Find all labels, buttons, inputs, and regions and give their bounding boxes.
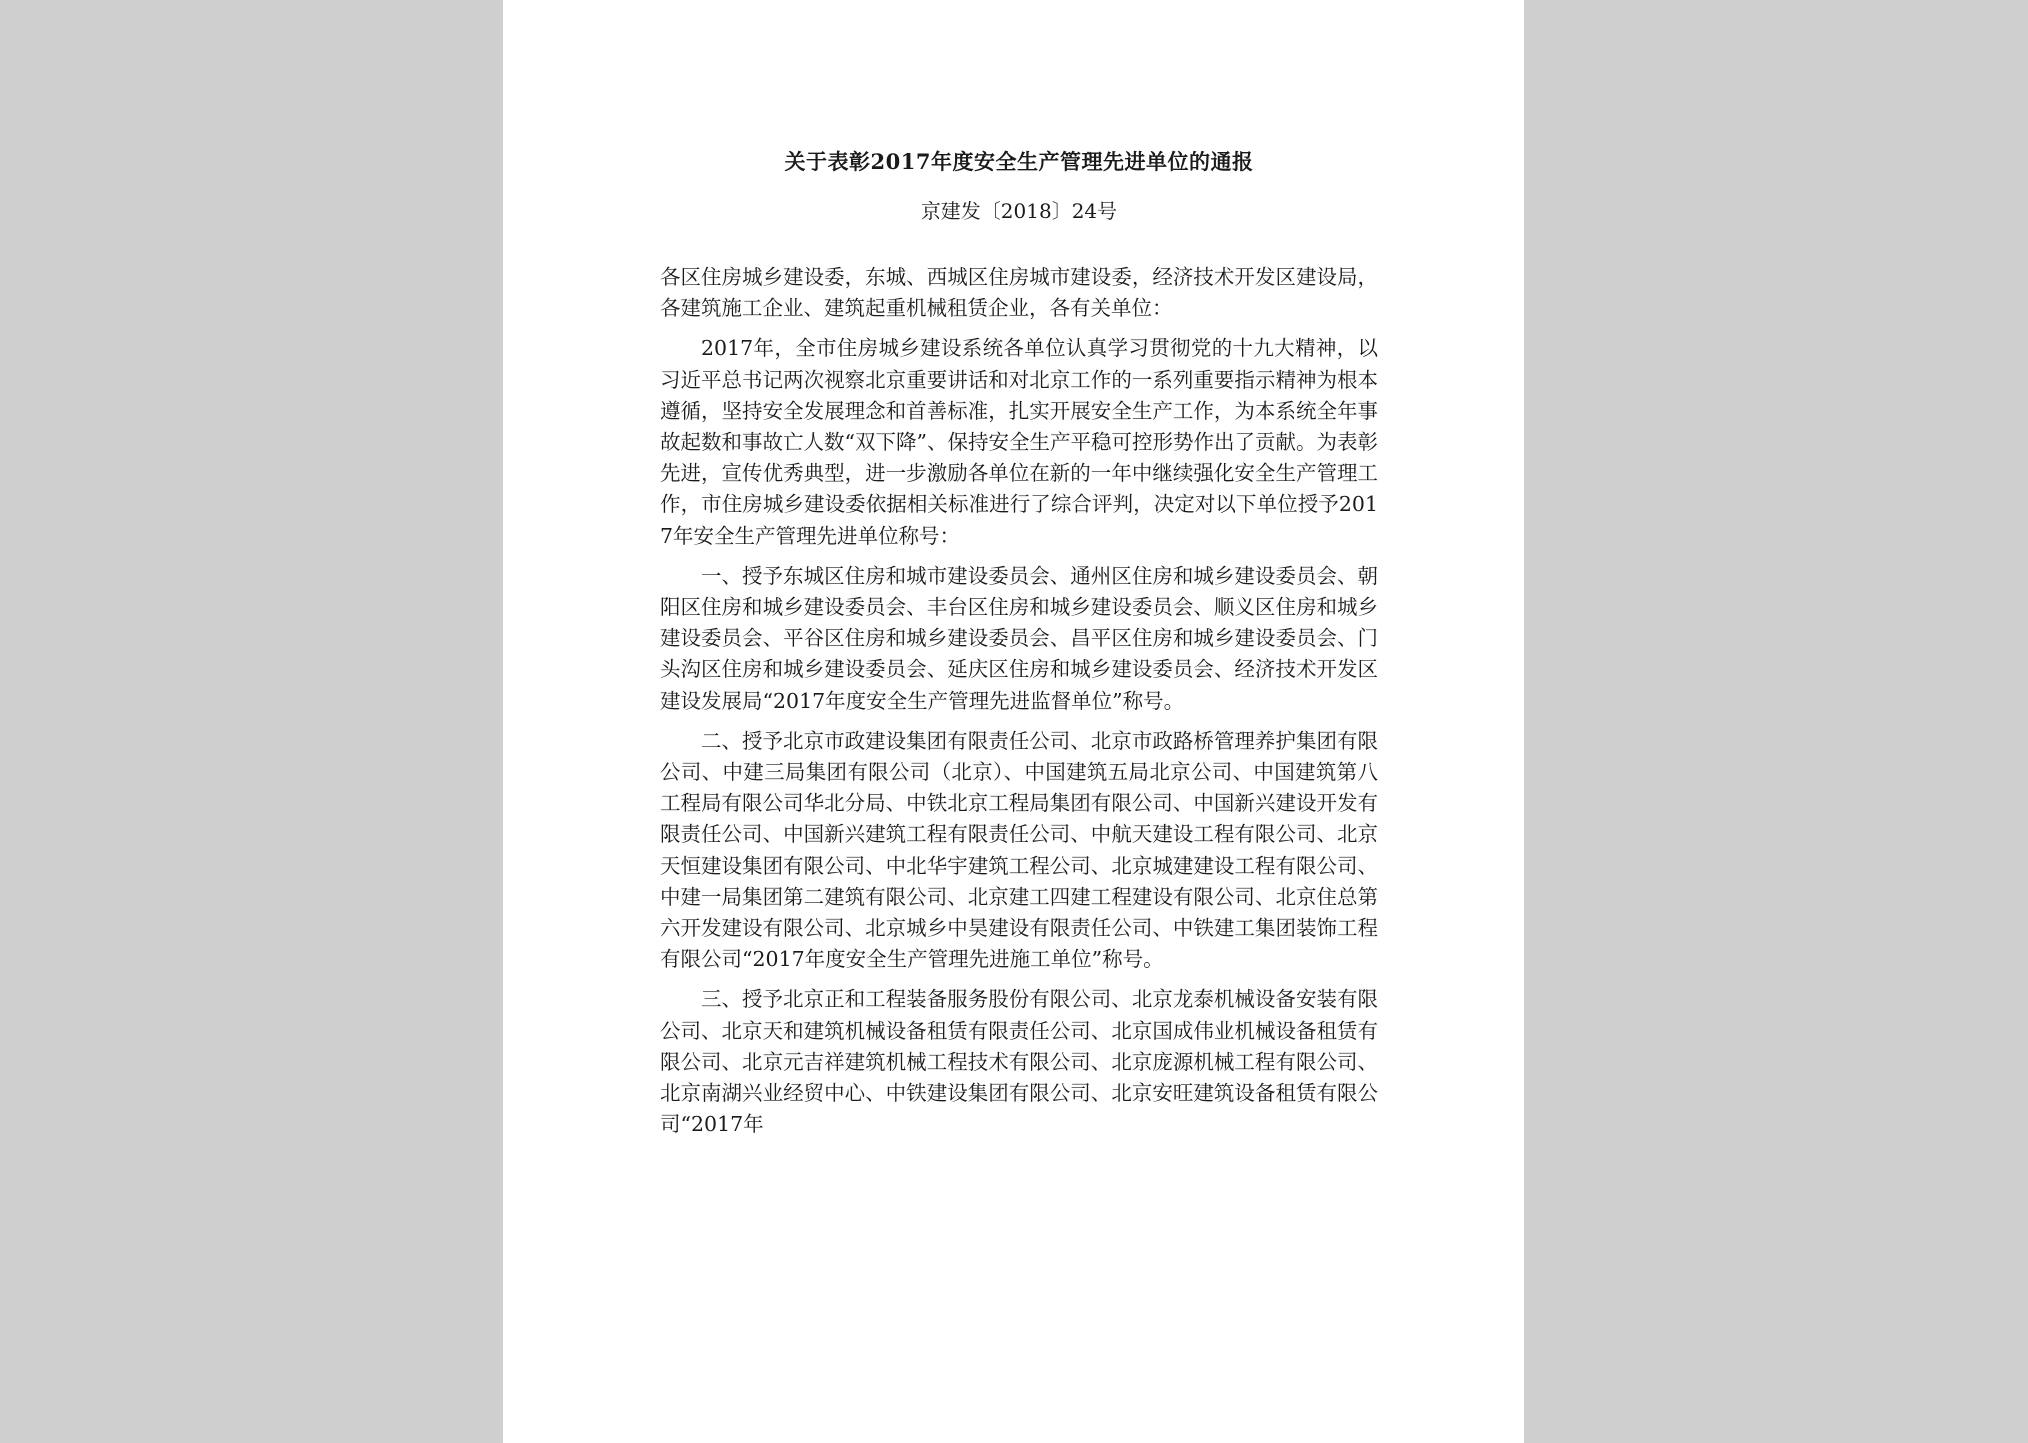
document-number: 京建发〔2018〕24号 xyxy=(920,199,1118,223)
body-paragraph-intro: 2017年，全市住房城乡建设系统各单位认真学习贯彻党的十九大精神，以习近平总书记两次视察北京重要讲话和对北京工作的一系列重要指示精神为根本遵循，坚持安全发展理念和首善标准，扎实开展安全生产工作，为本系统全年事故起数和事故亡人数“双下降”、保持安全生产平稳可控形势作出了贡献。为表彰先进，宣传优秀典型，进一步激励各单位在新的一年中继续强化安全生产管理工作，市住房城乡建设委依据相关标准进行了综合评判，决定对以下单位授予2017年安全生产管理先进单位称号： xyxy=(660,336,1378,548)
document-page xyxy=(503,0,1524,1443)
document-title: 关于表彰2017年度安全生产管理先进单位的通报 xyxy=(784,149,1254,174)
body-paragraph-section-3: 三、授予北京正和工程装备服务股份有限公司、北京龙泰机械设备安装有限公司、北京天和建筑机械设备租赁有限责任公司、北京国成伟业机械设备租赁有限公司、北京元吉祥建筑机械工程技术有限公司、北京庞源机械工程有限公司、北京南湖兴业经贸中心、中铁建设集团有限公司、北京安旺建筑设备租赁有限公司“2017年 xyxy=(660,987,1378,1137)
document-content xyxy=(660,142,1378,1149)
body-paragraph-section-2: 二、授予北京市政建设集团有限责任公司、北京市政路桥管理养护集团有限公司、中建三局集团有限公司（北京）、中国建筑五局北京公司、中国建筑第八工程局有限公司华北分局、中铁北京工程局集团有限公司、中国新兴建设开发有限责任公司、中国新兴建筑工程有限责任公司、中航天建设工程有限公司、北京天恒建设集团有限公司、中北华宇建筑工程公司、北京城建建设工程有限公司、中建一局集团第二建筑有限公司、北京建工四建工程建设有限公司、北京住总第六开发建设有限公司、北京城乡中昊建设有限责任公司、中铁建工集团装饰工程有限公司“2017年度安全生产管理先进施工单位”称号。 xyxy=(660,728,1378,972)
body-paragraph-section-1: 一、授予东城区住房和城市建设委员会、通州区住房和城乡建设委员会、朝阳区住房和城乡建设委员会、丰台区住房和城乡建设委员会、顺义区住房和城乡建设委员会、平谷区住房和城乡建设委员会、昌平区住房和城乡建设委员会、门头沟区住房和城乡建设委员会、延庆区住房和城乡建设委员会、经济技术开发区建设发展局“2017年度安全生产管理先进监督单位”称号。 xyxy=(660,563,1378,713)
salutation: 各区住房城乡建设委，东城、西城区住房城市建设委，经济技术开发区建设局，各建筑施工企业、建筑起重机械租赁企业，各有关单位： xyxy=(660,265,1378,321)
